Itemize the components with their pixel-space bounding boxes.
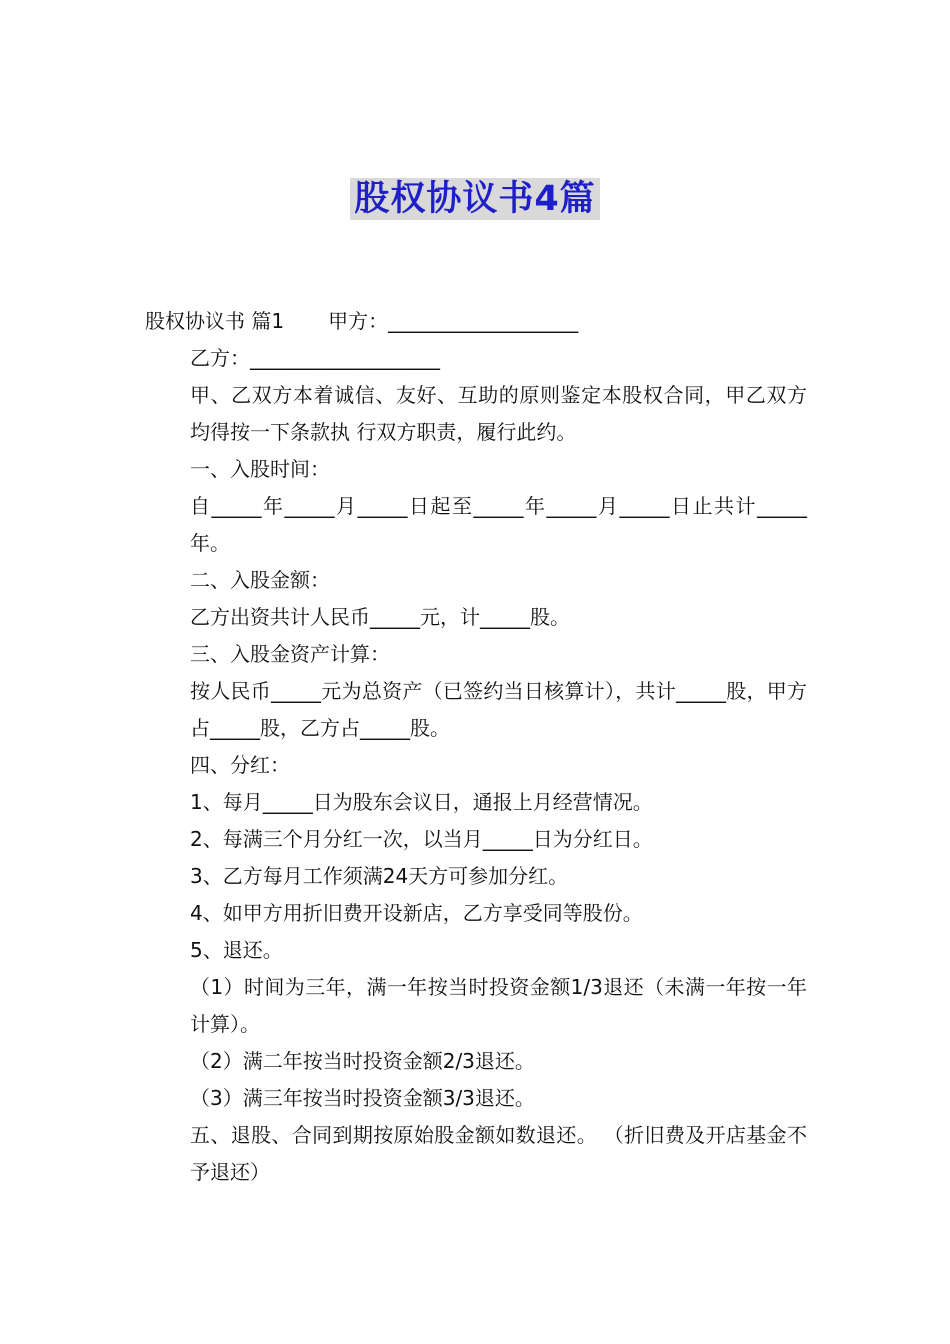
- sub-item-1: （1）时间为三年，满一年按当时投资金额1/3退还（未满一年按一年计算）。: [190, 975, 807, 1036]
- sub-item-2: （2）满二年按当时投资金额2/3退还。: [190, 1049, 535, 1073]
- list-item-5: 5、退还。: [190, 938, 283, 962]
- section-heading-3: 三、入股金资产计算：: [190, 642, 390, 666]
- paragraph-time-range: 自_____年_____月_____日起至_____年_____月_____日止共计_____年。: [190, 494, 807, 555]
- document-body: [145, 303, 807, 1191]
- section-heading-4: 四、分红：: [190, 753, 290, 777]
- sub-item-3: （3）满三年按当时投资金额3/3退还。: [190, 1086, 535, 1110]
- list-item-4: 4、如甲方用折旧费开设新店，乙方享受同等股份。: [190, 901, 643, 925]
- section-heading-2: 二、入股金额：: [190, 568, 330, 592]
- list-item-1: 1、每月_____日为股东会议日，通报上月经营情况。: [190, 790, 653, 814]
- list-item-3: 3、乙方每月工作须满24天方可参加分红。: [190, 864, 569, 888]
- paragraph-investment-amount: 乙方出资共计人民币_____元，计_____股。: [190, 605, 570, 629]
- section-5-paragraph: 五、退股、合同到期按原始股金额如数退还。 （折旧费及开店基金不予退还）: [190, 1123, 807, 1184]
- list-item-2: 2、每满三个月分红一次，以当月_____日为分红日。: [190, 827, 653, 851]
- paragraph-intro: 甲、乙双方本着诚信、友好、互助的原则鉴定本股权合同，甲乙双方均得按一下条款执 行双方职责，履行此约。: [190, 383, 807, 444]
- article-label: 股权协议书 篇1: [145, 309, 285, 333]
- section-heading-1: 一、入股时间：: [190, 457, 330, 481]
- paragraph-asset-calc: 按人民币_____元为总资产（已签约当日核算计），共计_____股，甲方占_____股，乙方占_____股。: [190, 679, 807, 740]
- paragraph-heading-line: [145, 303, 807, 340]
- party-b-field: 乙方：___________________: [190, 346, 440, 370]
- document-title: 股权协议书4篇: [350, 178, 599, 220]
- title-container: [0, 178, 950, 220]
- party-a-field: 甲方：___________________: [328, 309, 579, 333]
